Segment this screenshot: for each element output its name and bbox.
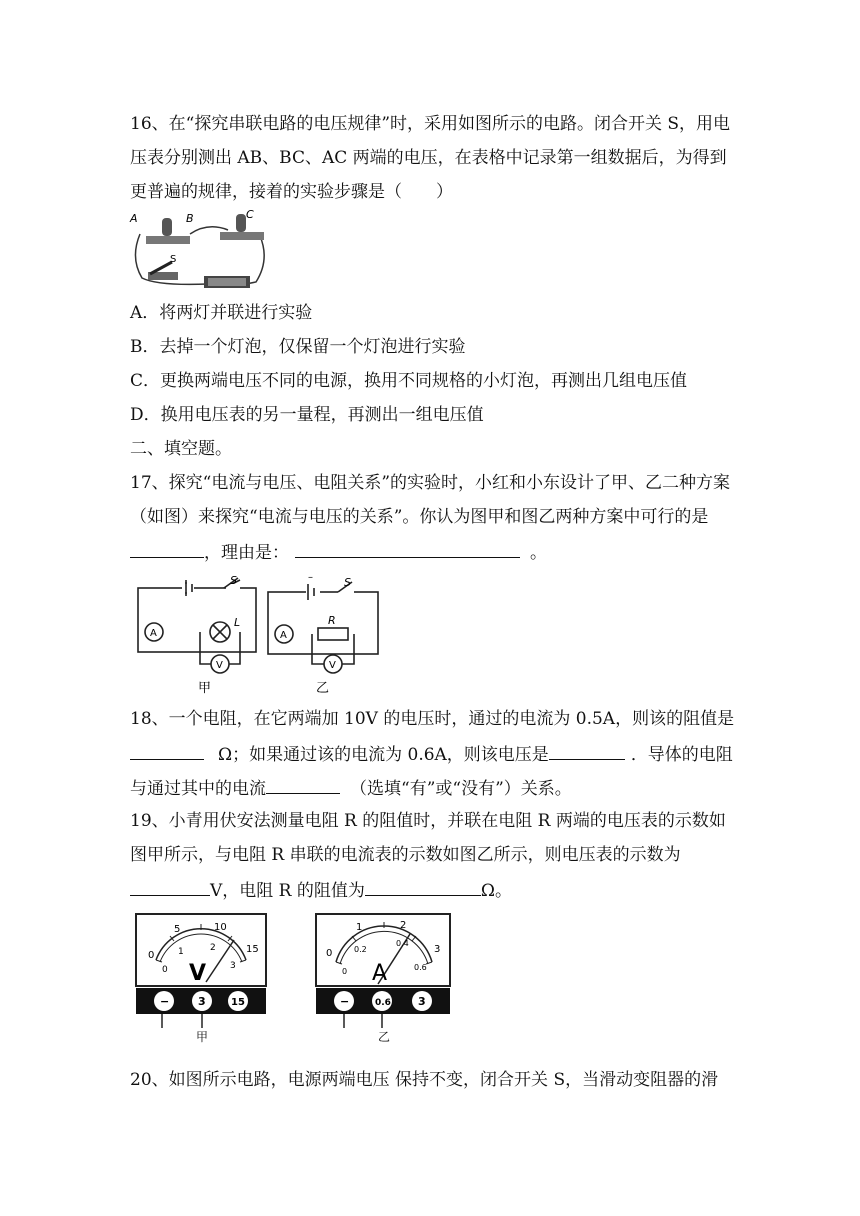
q16-circuit-photo bbox=[128, 208, 268, 292]
q18-resistance-blank[interactable] bbox=[130, 741, 204, 760]
q17-answer-blank[interactable] bbox=[130, 539, 204, 558]
v-terminal-15: 15 bbox=[231, 997, 245, 1008]
ammeter-figure bbox=[314, 912, 454, 1028]
ammeter-symbol: A bbox=[372, 961, 388, 986]
yi-voltmeter-label: V bbox=[329, 660, 336, 671]
v-upper-5: 5 bbox=[174, 924, 181, 935]
q19-resistance-blank[interactable] bbox=[365, 877, 481, 896]
q16-line-1: 16、在“探究串联电路的电压规律”时，采用如图所示的电路。闭合开关 S，用电 bbox=[130, 114, 731, 134]
a-upper-1: 1 bbox=[356, 922, 363, 933]
q17-line-2: （如图）来探究“电流与电压的关系”。你认为图甲和图乙两种方案中可行的是 bbox=[130, 507, 709, 527]
q16-option-c: C．更换两端电压不同的电源，换用不同规格的小灯泡，再测出几组电压值 bbox=[130, 371, 688, 391]
q17-line-3: ，理由是： 。 bbox=[130, 539, 547, 565]
ammeter-caption: 乙 bbox=[378, 1030, 391, 1044]
yi-ammeter-label: A bbox=[280, 630, 287, 641]
q18-line-3: 与通过其中的电流 （选填“有”或“没有”）关系。 bbox=[130, 775, 572, 801]
q17-line-1: 17、探究“电流与电压、电阻关系”的实验时，小红和小东设计了甲、乙二种方案 bbox=[130, 473, 731, 493]
v-upper-10: 10 bbox=[214, 922, 227, 933]
label-c: C bbox=[246, 208, 254, 221]
v-lower-0: 0 bbox=[162, 965, 168, 975]
label-b: B bbox=[186, 212, 194, 225]
yi-switch-label: S bbox=[344, 576, 351, 589]
v-lower-2: 2 bbox=[210, 943, 216, 953]
a-terminal-neg: − bbox=[340, 995, 350, 1008]
q19-line-2: 图甲所示，与电阻 R 串联的电流表的示数如图乙所示，则电压表的示数为 bbox=[130, 845, 681, 865]
a-lower-04: 0.4 bbox=[396, 939, 409, 948]
section-heading: 二、填空题。 bbox=[130, 439, 232, 459]
q17-circuit-diagrams bbox=[130, 574, 390, 698]
jia-caption: 甲 bbox=[198, 681, 212, 696]
voltmeter-caption: 甲 bbox=[196, 1030, 209, 1044]
q19-line-1: 19、小青用伏安法测量电阻 R 的阻值时，并联在电阻 R 两端的电压表的示数如 bbox=[130, 811, 726, 831]
q16-option-d: D．换用电压表的另一量程，再测出一组电压值 bbox=[130, 405, 484, 425]
v-upper-15: 15 bbox=[246, 944, 259, 955]
v-terminal-3: 3 bbox=[198, 995, 206, 1008]
q16-line-3: 更普遍的规律，接着的实验步骤是（ ） bbox=[130, 182, 453, 202]
a-terminal-06: 0.6 bbox=[375, 998, 391, 1008]
q18-voltage-blank[interactable] bbox=[549, 741, 625, 760]
q16-option-b: B．去掉一个灯泡，仅保留一个灯泡进行实验 bbox=[130, 337, 466, 357]
a-upper-3: 3 bbox=[434, 944, 441, 955]
jia-switch-label: S bbox=[230, 574, 237, 587]
label-s: S bbox=[170, 254, 177, 265]
a-upper-2: 2 bbox=[400, 920, 407, 931]
q16-line-2: 压表分别测出 AB、BC、AC 两端的电压，在表格中记录第一组数据后，为得到 bbox=[130, 148, 727, 168]
q19-line-3: V，电阻 R 的阻值为 Ω。 bbox=[130, 877, 512, 903]
voltmeter-figure bbox=[134, 912, 270, 1028]
a-terminal-3: 3 bbox=[418, 995, 426, 1008]
a-upper-0: 0 bbox=[326, 948, 333, 959]
a-lower-06: 0.6 bbox=[414, 963, 427, 972]
q18-line-2: Ω；如果通过该的电流为 0.6A，则该电压是 ．导体的电阻 bbox=[130, 741, 733, 767]
v-terminal-neg: − bbox=[160, 995, 170, 1008]
a-lower-02: 0.2 bbox=[354, 945, 367, 954]
jia-lamp-label: L bbox=[234, 616, 241, 629]
v-lower-1: 1 bbox=[178, 947, 184, 957]
jia-voltmeter-label: V bbox=[216, 660, 223, 671]
q20-line-1: 20、如图所示电路，电源两端电压 保持不变，闭合开关 S，当滑动变阻器的滑 bbox=[130, 1070, 719, 1090]
a-lower-0: 0 bbox=[342, 967, 348, 976]
label-a: A bbox=[130, 212, 138, 225]
q17-reason-blank[interactable] bbox=[295, 539, 520, 558]
yi-resistor-label: R bbox=[328, 614, 336, 627]
yi-caption: 乙 bbox=[316, 681, 330, 696]
voltmeter-symbol: V bbox=[189, 961, 207, 986]
q18-line-1: 18、一个电阻，在它两端加 10V 的电压时，通过的电流为 0.5A，则该的阻值是 bbox=[130, 709, 735, 729]
yi-minus-label: – bbox=[308, 574, 313, 583]
q16-option-a: A．将两灯并联进行实验 bbox=[130, 303, 313, 323]
q18-relation-blank[interactable] bbox=[266, 775, 340, 794]
q19-voltage-blank[interactable] bbox=[130, 877, 210, 896]
jia-ammeter-label: A bbox=[150, 628, 157, 639]
v-upper-0: 0 bbox=[148, 950, 155, 961]
v-lower-3: 3 bbox=[230, 961, 236, 971]
